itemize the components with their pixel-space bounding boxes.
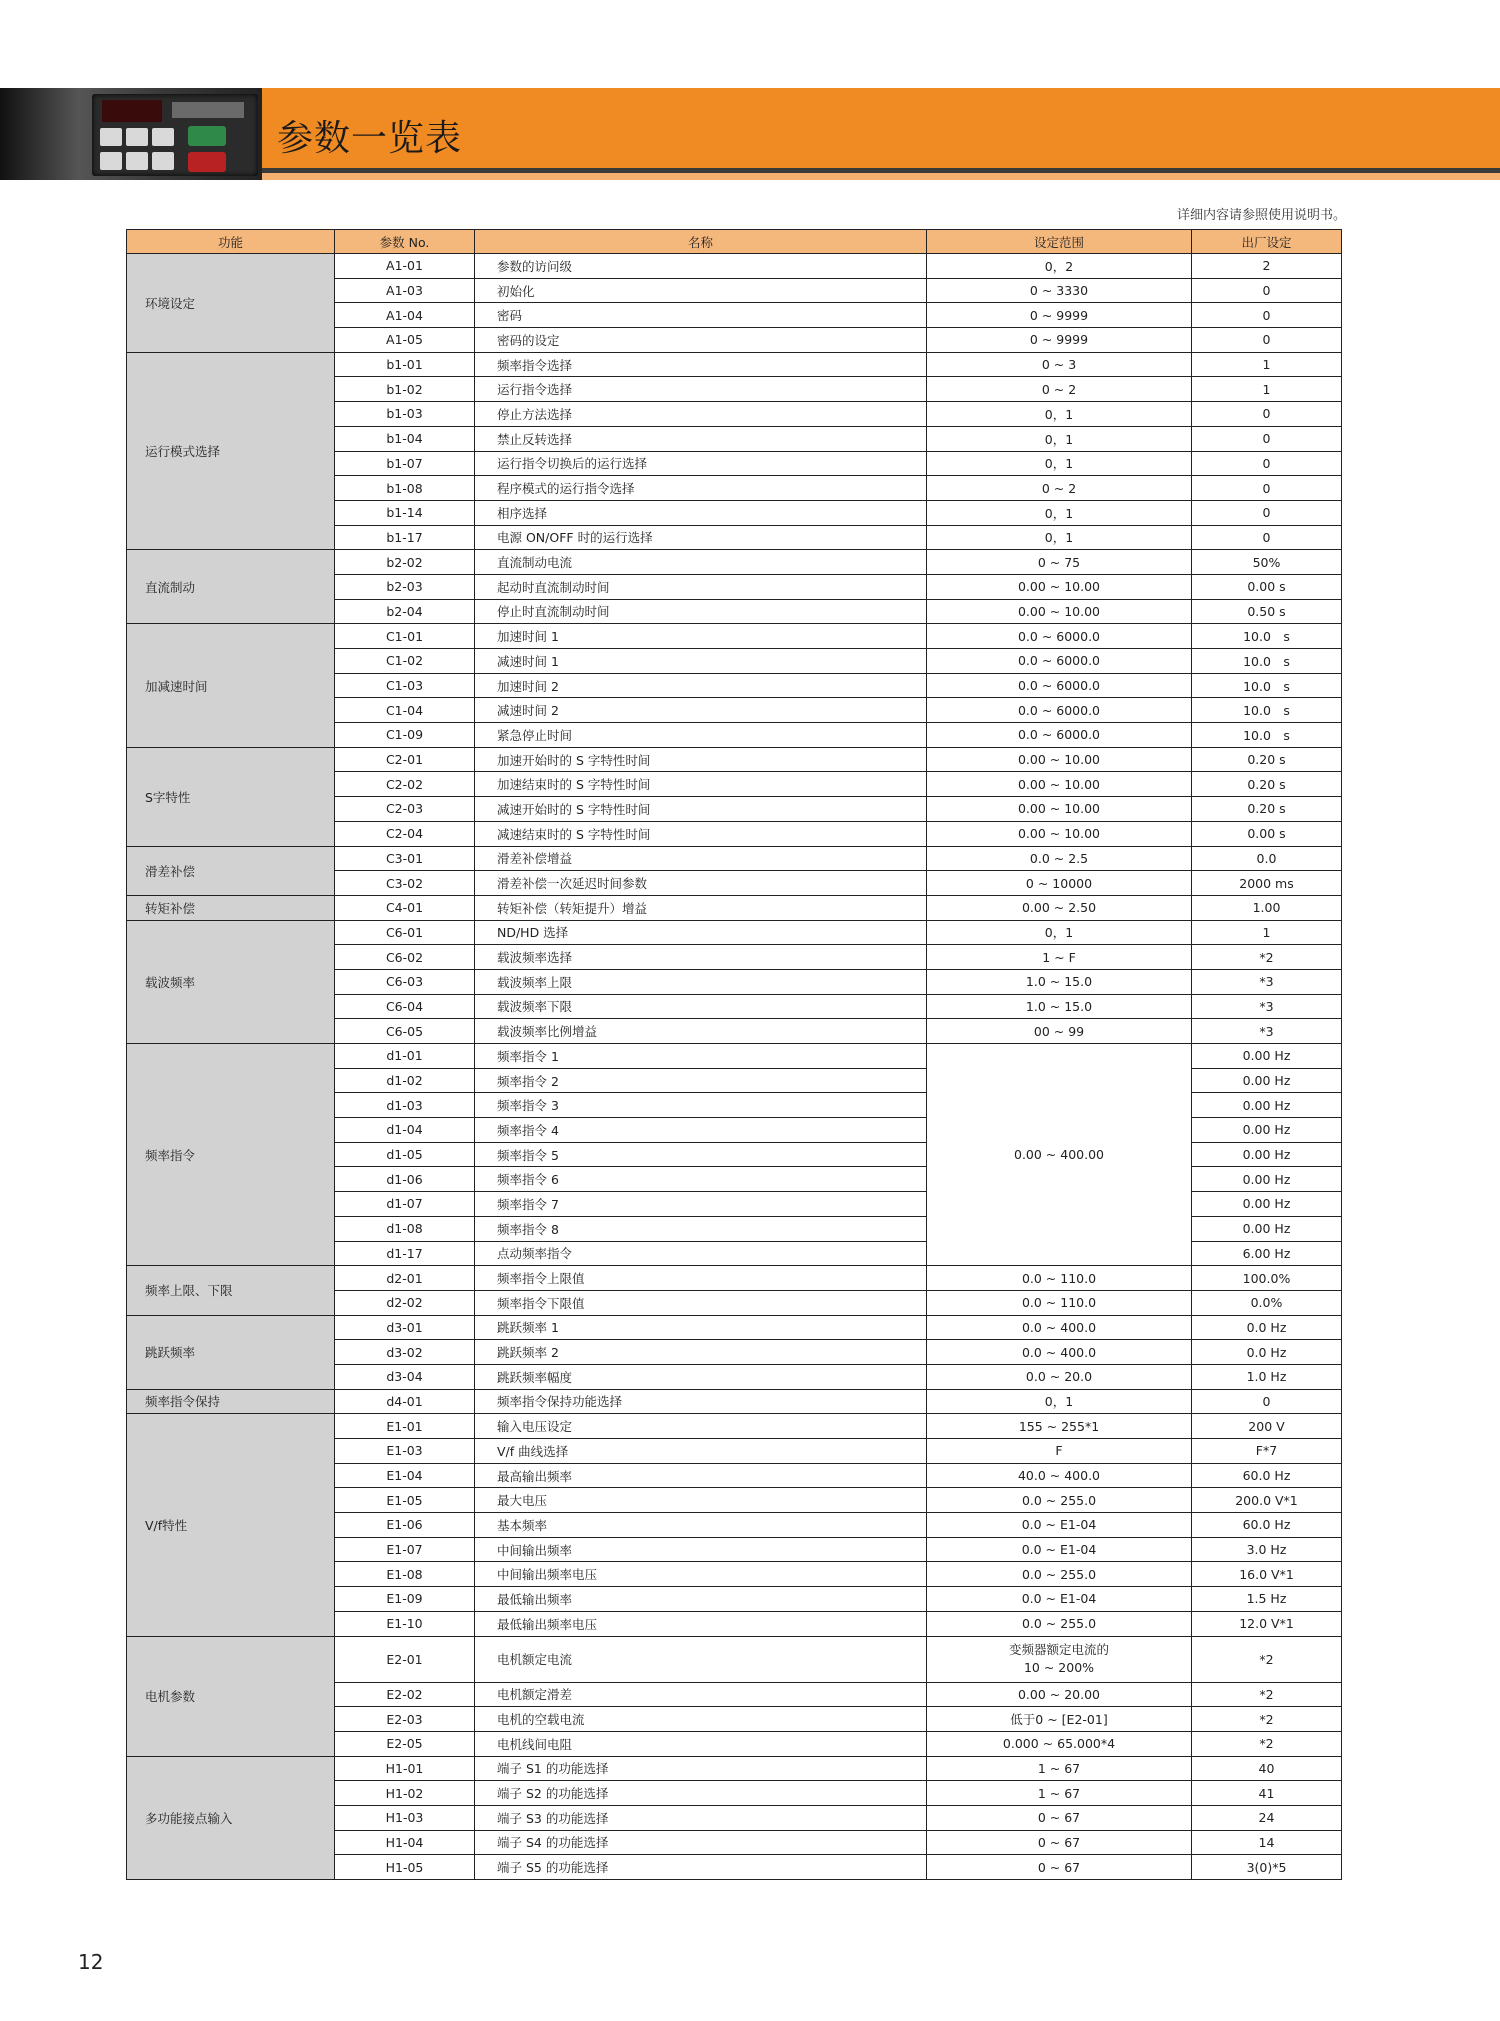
param-name-cell: 端子 S5 的功能选择 — [475, 1855, 927, 1880]
param-no-cell: b2-02 — [335, 550, 475, 575]
default-value-cell: 10.0 s — [1192, 649, 1342, 674]
default-value-cell: *3 — [1192, 994, 1342, 1019]
default-value-cell: 0 — [1192, 402, 1342, 427]
param-name-cell: 减速结束时的 S 字特性时间 — [475, 821, 927, 846]
param-name-cell: 紧急停止时间 — [475, 723, 927, 748]
param-name-cell: 滑差补偿一次延迟时间参数 — [475, 871, 927, 896]
function-group-cell: 运行模式选择 — [127, 352, 335, 550]
table-row — [127, 1315, 1342, 1340]
param-name-cell: 密码的设定 — [475, 328, 927, 353]
param-name-cell: 最低输出频率 — [475, 1587, 927, 1612]
param-name-cell: 停止时直流制动时间 — [475, 599, 927, 624]
param-name-cell: 跳跃频率 1 — [475, 1315, 927, 1340]
default-value-cell: *2 — [1192, 1682, 1342, 1707]
param-name-cell: 最高输出频率 — [475, 1463, 927, 1488]
range-cell: 0.0 ~ E1-04 — [927, 1513, 1192, 1538]
default-value-cell: 50% — [1192, 550, 1342, 575]
param-no-cell: d2-02 — [335, 1290, 475, 1315]
default-value-cell: 0.00 Hz — [1192, 1192, 1342, 1217]
range-cell: 1.0 ~ 15.0 — [927, 994, 1192, 1019]
param-name-cell: 输入电压设定 — [475, 1414, 927, 1439]
param-name-cell: 频率指令 1 — [475, 1044, 927, 1069]
param-no-cell: d1-05 — [335, 1142, 475, 1167]
col-header-name: 名称 — [475, 230, 927, 254]
param-no-cell: b1-17 — [335, 525, 475, 550]
param-name-cell: 电机线间电阻 — [475, 1731, 927, 1756]
param-no-cell: d4-01 — [335, 1389, 475, 1414]
default-value-cell: 0.00 Hz — [1192, 1044, 1342, 1069]
param-no-cell: C3-01 — [335, 846, 475, 871]
default-value-cell: 10.0 s — [1192, 723, 1342, 748]
range-cell: 0.0 ~ E1-04 — [927, 1537, 1192, 1562]
range-cell: 0，1 — [927, 1389, 1192, 1414]
function-group-cell: 电机参数 — [127, 1636, 335, 1756]
param-name-cell: 加速时间 2 — [475, 673, 927, 698]
table-row — [127, 747, 1342, 772]
range-cell: 0.0 ~ 400.0 — [927, 1340, 1192, 1365]
param-no-cell: b1-01 — [335, 352, 475, 377]
default-value-cell: 2 — [1192, 254, 1342, 279]
param-name-cell: 电源 ON/OFF 时的运行选择 — [475, 525, 927, 550]
table-row — [127, 846, 1342, 871]
param-name-cell: 最低输出频率电压 — [475, 1611, 927, 1636]
param-name-cell: 起动时直流制动时间 — [475, 574, 927, 599]
param-no-cell: E1-03 — [335, 1439, 475, 1464]
param-name-cell: 最大电压 — [475, 1488, 927, 1513]
param-no-cell: E1-10 — [335, 1611, 475, 1636]
header-keypad-photo — [0, 88, 262, 180]
page-number: 12 — [78, 1950, 104, 1974]
default-value-cell: 0 — [1192, 303, 1342, 328]
range-cell: 0 ~ 9999 — [927, 303, 1192, 328]
param-name-cell: 加速开始时的 S 字特性时间 — [475, 747, 927, 772]
parameter-table — [126, 229, 1342, 1880]
param-name-cell: 停止方法选择 — [475, 402, 927, 427]
range-cell: 0 ~ 67 — [927, 1855, 1192, 1880]
table-row — [127, 254, 1342, 279]
default-value-cell: 0 — [1192, 328, 1342, 353]
default-value-cell: 24 — [1192, 1805, 1342, 1830]
col-header-range: 设定范围 — [927, 230, 1192, 254]
default-value-cell: 0.20 s — [1192, 747, 1342, 772]
param-name-cell: 初始化 — [475, 278, 927, 303]
default-value-cell: 0 — [1192, 1389, 1342, 1414]
range-cell: 0 ~ 9999 — [927, 328, 1192, 353]
param-no-cell: E1-09 — [335, 1587, 475, 1612]
param-no-cell: C6-01 — [335, 920, 475, 945]
param-name-cell: 点动频率指令 — [475, 1241, 927, 1266]
default-value-cell: 0.20 s — [1192, 797, 1342, 822]
param-name-cell: 减速时间 1 — [475, 649, 927, 674]
param-no-cell: d1-06 — [335, 1167, 475, 1192]
table-row — [127, 624, 1342, 649]
param-no-cell: b1-07 — [335, 451, 475, 476]
function-group-cell: 加减速时间 — [127, 624, 335, 747]
param-no-cell: C4-01 — [335, 895, 475, 920]
function-group-cell: 滑差补偿 — [127, 846, 335, 895]
default-value-cell: *2 — [1192, 1636, 1342, 1682]
param-no-cell: C2-01 — [335, 747, 475, 772]
table-row — [127, 1266, 1342, 1291]
param-name-cell: 减速时间 2 — [475, 698, 927, 723]
param-no-cell: d1-02 — [335, 1068, 475, 1093]
function-group-cell: S字特性 — [127, 747, 335, 846]
table-row — [127, 1414, 1342, 1439]
default-value-cell: 0.00 Hz — [1192, 1167, 1342, 1192]
page-title: 参数一览表 — [277, 118, 463, 159]
param-name-cell: 减速开始时的 S 字特性时间 — [475, 797, 927, 822]
param-no-cell: d1-03 — [335, 1093, 475, 1118]
function-group-cell: 转矩补偿 — [127, 895, 335, 920]
table-row — [127, 1636, 1342, 1682]
param-name-cell: 跳跃频率 2 — [475, 1340, 927, 1365]
param-no-cell: E2-01 — [335, 1636, 475, 1682]
param-name-cell: 频率指令选择 — [475, 352, 927, 377]
range-cell: 0 ~ 67 — [927, 1805, 1192, 1830]
range-cell: 0.00 ~ 400.00 — [927, 1044, 1192, 1266]
param-no-cell: d1-07 — [335, 1192, 475, 1217]
range-cell: 0 ~ 2 — [927, 476, 1192, 501]
param-name-cell: 频率指令 6 — [475, 1167, 927, 1192]
param-no-cell: b2-04 — [335, 599, 475, 624]
range-cell: 0，1 — [927, 451, 1192, 476]
table-body — [127, 254, 1342, 1880]
table-row — [127, 920, 1342, 945]
default-value-cell: 10.0 s — [1192, 673, 1342, 698]
param-name-cell: 禁止反转选择 — [475, 426, 927, 451]
default-value-cell: 0.00 Hz — [1192, 1216, 1342, 1241]
param-no-cell: C2-04 — [335, 821, 475, 846]
param-name-cell: 中间输出频率电压 — [475, 1562, 927, 1587]
default-value-cell: 1 — [1192, 377, 1342, 402]
param-no-cell: C1-02 — [335, 649, 475, 674]
default-value-cell: 0.0 Hz — [1192, 1315, 1342, 1340]
param-no-cell: d1-17 — [335, 1241, 475, 1266]
param-no-cell: H1-01 — [335, 1756, 475, 1781]
param-name-cell: 直流制动电流 — [475, 550, 927, 575]
default-value-cell: 0.00 Hz — [1192, 1142, 1342, 1167]
param-no-cell: H1-02 — [335, 1781, 475, 1806]
param-no-cell: d3-01 — [335, 1315, 475, 1340]
table-header-row — [127, 230, 1342, 254]
param-no-cell: E1-01 — [335, 1414, 475, 1439]
default-value-cell: 0.0 — [1192, 846, 1342, 871]
param-name-cell: 频率指令 7 — [475, 1192, 927, 1217]
param-name-cell: 电机的空载电流 — [475, 1707, 927, 1732]
param-no-cell: b2-03 — [335, 574, 475, 599]
range-cell: 0.0 ~ 6000.0 — [927, 698, 1192, 723]
param-no-cell: E1-04 — [335, 1463, 475, 1488]
range-cell — [927, 1636, 1192, 1682]
range-cell: 1 ~ 67 — [927, 1781, 1192, 1806]
range-cell: 0.00 ~ 10.00 — [927, 574, 1192, 599]
function-group-cell: 直流制动 — [127, 550, 335, 624]
param-name-cell: 载波频率上限 — [475, 969, 927, 994]
param-name-cell: 频率指令 8 — [475, 1216, 927, 1241]
range-cell: 0.00 ~ 10.00 — [927, 599, 1192, 624]
range-cell: 0，1 — [927, 500, 1192, 525]
default-value-cell: 0.0% — [1192, 1290, 1342, 1315]
range-cell: 0，1 — [927, 920, 1192, 945]
col-header-default: 出厂设定 — [1192, 230, 1342, 254]
param-no-cell: A1-04 — [335, 303, 475, 328]
param-name-cell: 基本频率 — [475, 1513, 927, 1538]
param-no-cell: C1-04 — [335, 698, 475, 723]
default-value-cell: 2000 ms — [1192, 871, 1342, 896]
range-cell: 0.00 ~ 10.00 — [927, 747, 1192, 772]
range-cell: 0，2 — [927, 254, 1192, 279]
param-no-cell: C1-03 — [335, 673, 475, 698]
default-value-cell: 3.0 Hz — [1192, 1537, 1342, 1562]
param-name-cell: 载波频率选择 — [475, 945, 927, 970]
function-group-cell: 频率指令 — [127, 1044, 335, 1266]
param-no-cell: E1-06 — [335, 1513, 475, 1538]
param-no-cell: C2-03 — [335, 797, 475, 822]
table-row — [127, 895, 1342, 920]
param-no-cell: H1-05 — [335, 1855, 475, 1880]
param-no-cell: d3-04 — [335, 1364, 475, 1389]
range-cell: F — [927, 1439, 1192, 1464]
range-cell: 155 ~ 255*1 — [927, 1414, 1192, 1439]
param-no-cell: E1-05 — [335, 1488, 475, 1513]
param-name-cell: 载波频率下限 — [475, 994, 927, 1019]
default-value-cell: 1.0 Hz — [1192, 1364, 1342, 1389]
default-value-cell: 60.0 Hz — [1192, 1463, 1342, 1488]
param-name-cell: V/f 曲线选择 — [475, 1439, 927, 1464]
param-name-cell: 电机额定滑差 — [475, 1682, 927, 1707]
default-value-cell: 1.5 Hz — [1192, 1587, 1342, 1612]
default-value-cell: 0 — [1192, 500, 1342, 525]
default-value-cell: 0 — [1192, 476, 1342, 501]
range-cell: 40.0 ~ 400.0 — [927, 1463, 1192, 1488]
default-value-cell: 0 — [1192, 278, 1342, 303]
param-no-cell: C6-02 — [335, 945, 475, 970]
param-no-cell: b1-04 — [335, 426, 475, 451]
param-no-cell: b1-03 — [335, 402, 475, 427]
col-header-param-no: 参数 No. — [335, 230, 475, 254]
default-value-cell: 60.0 Hz — [1192, 1513, 1342, 1538]
param-no-cell: H1-04 — [335, 1830, 475, 1855]
param-no-cell: A1-03 — [335, 278, 475, 303]
param-name-cell: 运行指令切换后的运行选择 — [475, 451, 927, 476]
param-no-cell: C3-02 — [335, 871, 475, 896]
default-value-cell: 0.50 s — [1192, 599, 1342, 624]
default-value-cell: *3 — [1192, 969, 1342, 994]
param-name-cell: 程序模式的运行指令选择 — [475, 476, 927, 501]
range-cell: 0 ~ 3 — [927, 352, 1192, 377]
default-value-cell: 40 — [1192, 1756, 1342, 1781]
range-cell: 0.0 ~ E1-04 — [927, 1587, 1192, 1612]
param-name-cell: 中间输出频率 — [475, 1537, 927, 1562]
default-value-cell: 6.00 Hz — [1192, 1241, 1342, 1266]
param-no-cell: H1-03 — [335, 1805, 475, 1830]
param-no-cell: d1-04 — [335, 1118, 475, 1143]
function-group-cell: 环境设定 — [127, 254, 335, 353]
param-name-cell: 端子 S3 的功能选择 — [475, 1805, 927, 1830]
default-value-cell: 0 — [1192, 426, 1342, 451]
param-no-cell: d1-08 — [335, 1216, 475, 1241]
table-row — [127, 1044, 1342, 1069]
param-no-cell: b1-14 — [335, 500, 475, 525]
range-cell: 0.0 ~ 2.5 — [927, 846, 1192, 871]
range-cell: 0.0 ~ 20.0 — [927, 1364, 1192, 1389]
range-cell: 0.00 ~ 20.00 — [927, 1682, 1192, 1707]
default-value-cell: 1 — [1192, 920, 1342, 945]
param-no-cell: A1-01 — [335, 254, 475, 279]
range-cell: 0.0 ~ 255.0 — [927, 1611, 1192, 1636]
default-value-cell: *2 — [1192, 1707, 1342, 1732]
default-value-cell: 16.0 V*1 — [1192, 1562, 1342, 1587]
range-cell: 0.0 ~ 6000.0 — [927, 673, 1192, 698]
param-name-cell: 频率指令 2 — [475, 1068, 927, 1093]
default-value-cell: 0.00 Hz — [1192, 1068, 1342, 1093]
param-name-cell: 频率指令 3 — [475, 1093, 927, 1118]
param-name-cell: 端子 S4 的功能选择 — [475, 1830, 927, 1855]
range-cell: 0，1 — [927, 525, 1192, 550]
param-no-cell: E1-08 — [335, 1562, 475, 1587]
table-row — [127, 1756, 1342, 1781]
param-name-cell: 密码 — [475, 303, 927, 328]
default-value-cell: 0 — [1192, 525, 1342, 550]
range-cell: 0 ~ 3330 — [927, 278, 1192, 303]
param-name-cell: 端子 S2 的功能选择 — [475, 1781, 927, 1806]
function-group-cell: 载波频率 — [127, 920, 335, 1043]
param-name-cell: 跳跃频率幅度 — [475, 1364, 927, 1389]
default-value-cell: 1 — [1192, 352, 1342, 377]
range-cell: 0 ~ 10000 — [927, 871, 1192, 896]
default-value-cell: 200.0 V*1 — [1192, 1488, 1342, 1513]
default-value-cell: 14 — [1192, 1830, 1342, 1855]
param-no-cell: C1-01 — [335, 624, 475, 649]
range-cell: 0.0 ~ 400.0 — [927, 1315, 1192, 1340]
range-cell: 0.0 ~ 6000.0 — [927, 649, 1192, 674]
range-cell: 0.00 ~ 10.00 — [927, 821, 1192, 846]
range-cell: 0.000 ~ 65.000*4 — [927, 1731, 1192, 1756]
param-no-cell: E2-02 — [335, 1682, 475, 1707]
default-value-cell: *3 — [1192, 1019, 1342, 1044]
range-cell: 0，1 — [927, 426, 1192, 451]
range-cell: 1 ~ F — [927, 945, 1192, 970]
param-no-cell: E1-07 — [335, 1537, 475, 1562]
function-group-cell: 跳跃频率 — [127, 1315, 335, 1389]
range-cell: 0.0 ~ 255.0 — [927, 1562, 1192, 1587]
function-group-cell: V/f特性 — [127, 1414, 335, 1636]
range-cell: 0，1 — [927, 402, 1192, 427]
default-value-cell: 12.0 V*1 — [1192, 1611, 1342, 1636]
param-no-cell: A1-05 — [335, 328, 475, 353]
param-no-cell: C6-04 — [335, 994, 475, 1019]
range-cell: 0 ~ 2 — [927, 377, 1192, 402]
param-name-cell: 相序选择 — [475, 500, 927, 525]
default-value-cell: 0.20 s — [1192, 772, 1342, 797]
range-cell: 0 ~ 75 — [927, 550, 1192, 575]
default-value-cell: *2 — [1192, 945, 1342, 970]
param-no-cell: C6-03 — [335, 969, 475, 994]
range-cell: 1 ~ 67 — [927, 1756, 1192, 1781]
param-name-cell: 载波频率比例增益 — [475, 1019, 927, 1044]
default-value-cell: 1.00 — [1192, 895, 1342, 920]
default-value-cell: 0 — [1192, 451, 1342, 476]
param-name-cell: ND/HD 选择 — [475, 920, 927, 945]
param-name-cell: 电机额定电流 — [475, 1636, 927, 1682]
function-group-cell: 频率指令保持 — [127, 1389, 335, 1414]
param-no-cell: d2-01 — [335, 1266, 475, 1291]
default-value-cell: 200 V — [1192, 1414, 1342, 1439]
param-no-cell: d3-02 — [335, 1340, 475, 1365]
range-cell: 0.00 ~ 2.50 — [927, 895, 1192, 920]
default-value-cell: 0.00 s — [1192, 574, 1342, 599]
range-cell: 0.0 ~ 6000.0 — [927, 624, 1192, 649]
param-name-cell: 转矩补偿（转矩提升）增益 — [475, 895, 927, 920]
param-no-cell: C6-05 — [335, 1019, 475, 1044]
range-cell: 0 ~ 67 — [927, 1830, 1192, 1855]
range-cell: 0.00 ~ 10.00 — [927, 772, 1192, 797]
table-row — [127, 352, 1342, 377]
range-cell: 0.0 ~ 255.0 — [927, 1488, 1192, 1513]
default-value-cell: 41 — [1192, 1781, 1342, 1806]
reference-note: 详细内容请参照使用说明书。 — [1176, 208, 1346, 223]
col-header-function: 功能 — [127, 230, 335, 254]
table-row — [127, 550, 1342, 575]
range-cell: 1.0 ~ 15.0 — [927, 969, 1192, 994]
param-name-cell: 频率指令 4 — [475, 1118, 927, 1143]
default-value-cell: 0.00 Hz — [1192, 1093, 1342, 1118]
default-value-cell: 0.0 Hz — [1192, 1340, 1342, 1365]
param-name-cell: 频率指令上限值 — [475, 1266, 927, 1291]
default-value-cell: 3(0)*5 — [1192, 1855, 1342, 1880]
param-no-cell: d1-01 — [335, 1044, 475, 1069]
param-name-cell: 滑差补偿增益 — [475, 846, 927, 871]
range-cell: 0.0 ~ 110.0 — [927, 1266, 1192, 1291]
default-value-cell: *2 — [1192, 1731, 1342, 1756]
function-group-cell: 频率上限、下限 — [127, 1266, 335, 1315]
table-row — [127, 1389, 1342, 1414]
param-no-cell: E2-05 — [335, 1731, 475, 1756]
param-name-cell: 运行指令选择 — [475, 377, 927, 402]
function-group-cell: 多功能接点输入 — [127, 1756, 335, 1879]
param-no-cell: b1-08 — [335, 476, 475, 501]
range-cell: 低于0 ~ [E2-01] — [927, 1707, 1192, 1732]
default-value-cell: 100.0% — [1192, 1266, 1342, 1291]
param-name-cell: 参数的访问级 — [475, 254, 927, 279]
param-no-cell: b1-02 — [335, 377, 475, 402]
keypad-illustration — [92, 94, 258, 176]
default-value-cell: 10.0 s — [1192, 624, 1342, 649]
header-rule-light — [262, 173, 1500, 180]
default-value-cell: 0.00 Hz — [1192, 1118, 1342, 1143]
default-value-cell: 0.00 s — [1192, 821, 1342, 846]
param-no-cell: E2-03 — [335, 1707, 475, 1732]
param-name-cell: 频率指令下限值 — [475, 1290, 927, 1315]
default-value-cell: F*7 — [1192, 1439, 1342, 1464]
param-name-cell: 端子 S1 的功能选择 — [475, 1756, 927, 1781]
range-line: 变频器额定电流的 — [1008, 1642, 1109, 1657]
range-line: 10 ~ 200% — [1023, 1660, 1095, 1675]
param-name-cell: 加速时间 1 — [475, 624, 927, 649]
range-cell: 0.00 ~ 10.00 — [927, 797, 1192, 822]
param-name-cell: 频率指令保持功能选择 — [475, 1389, 927, 1414]
param-no-cell: C1-09 — [335, 723, 475, 748]
param-name-cell: 频率指令 5 — [475, 1142, 927, 1167]
param-name-cell: 加速结束时的 S 字特性时间 — [475, 772, 927, 797]
default-value-cell: 10.0 s — [1192, 698, 1342, 723]
range-cell: 00 ~ 99 — [927, 1019, 1192, 1044]
range-cell: 0.0 ~ 110.0 — [927, 1290, 1192, 1315]
param-no-cell: C2-02 — [335, 772, 475, 797]
range-cell: 0.0 ~ 6000.0 — [927, 723, 1192, 748]
